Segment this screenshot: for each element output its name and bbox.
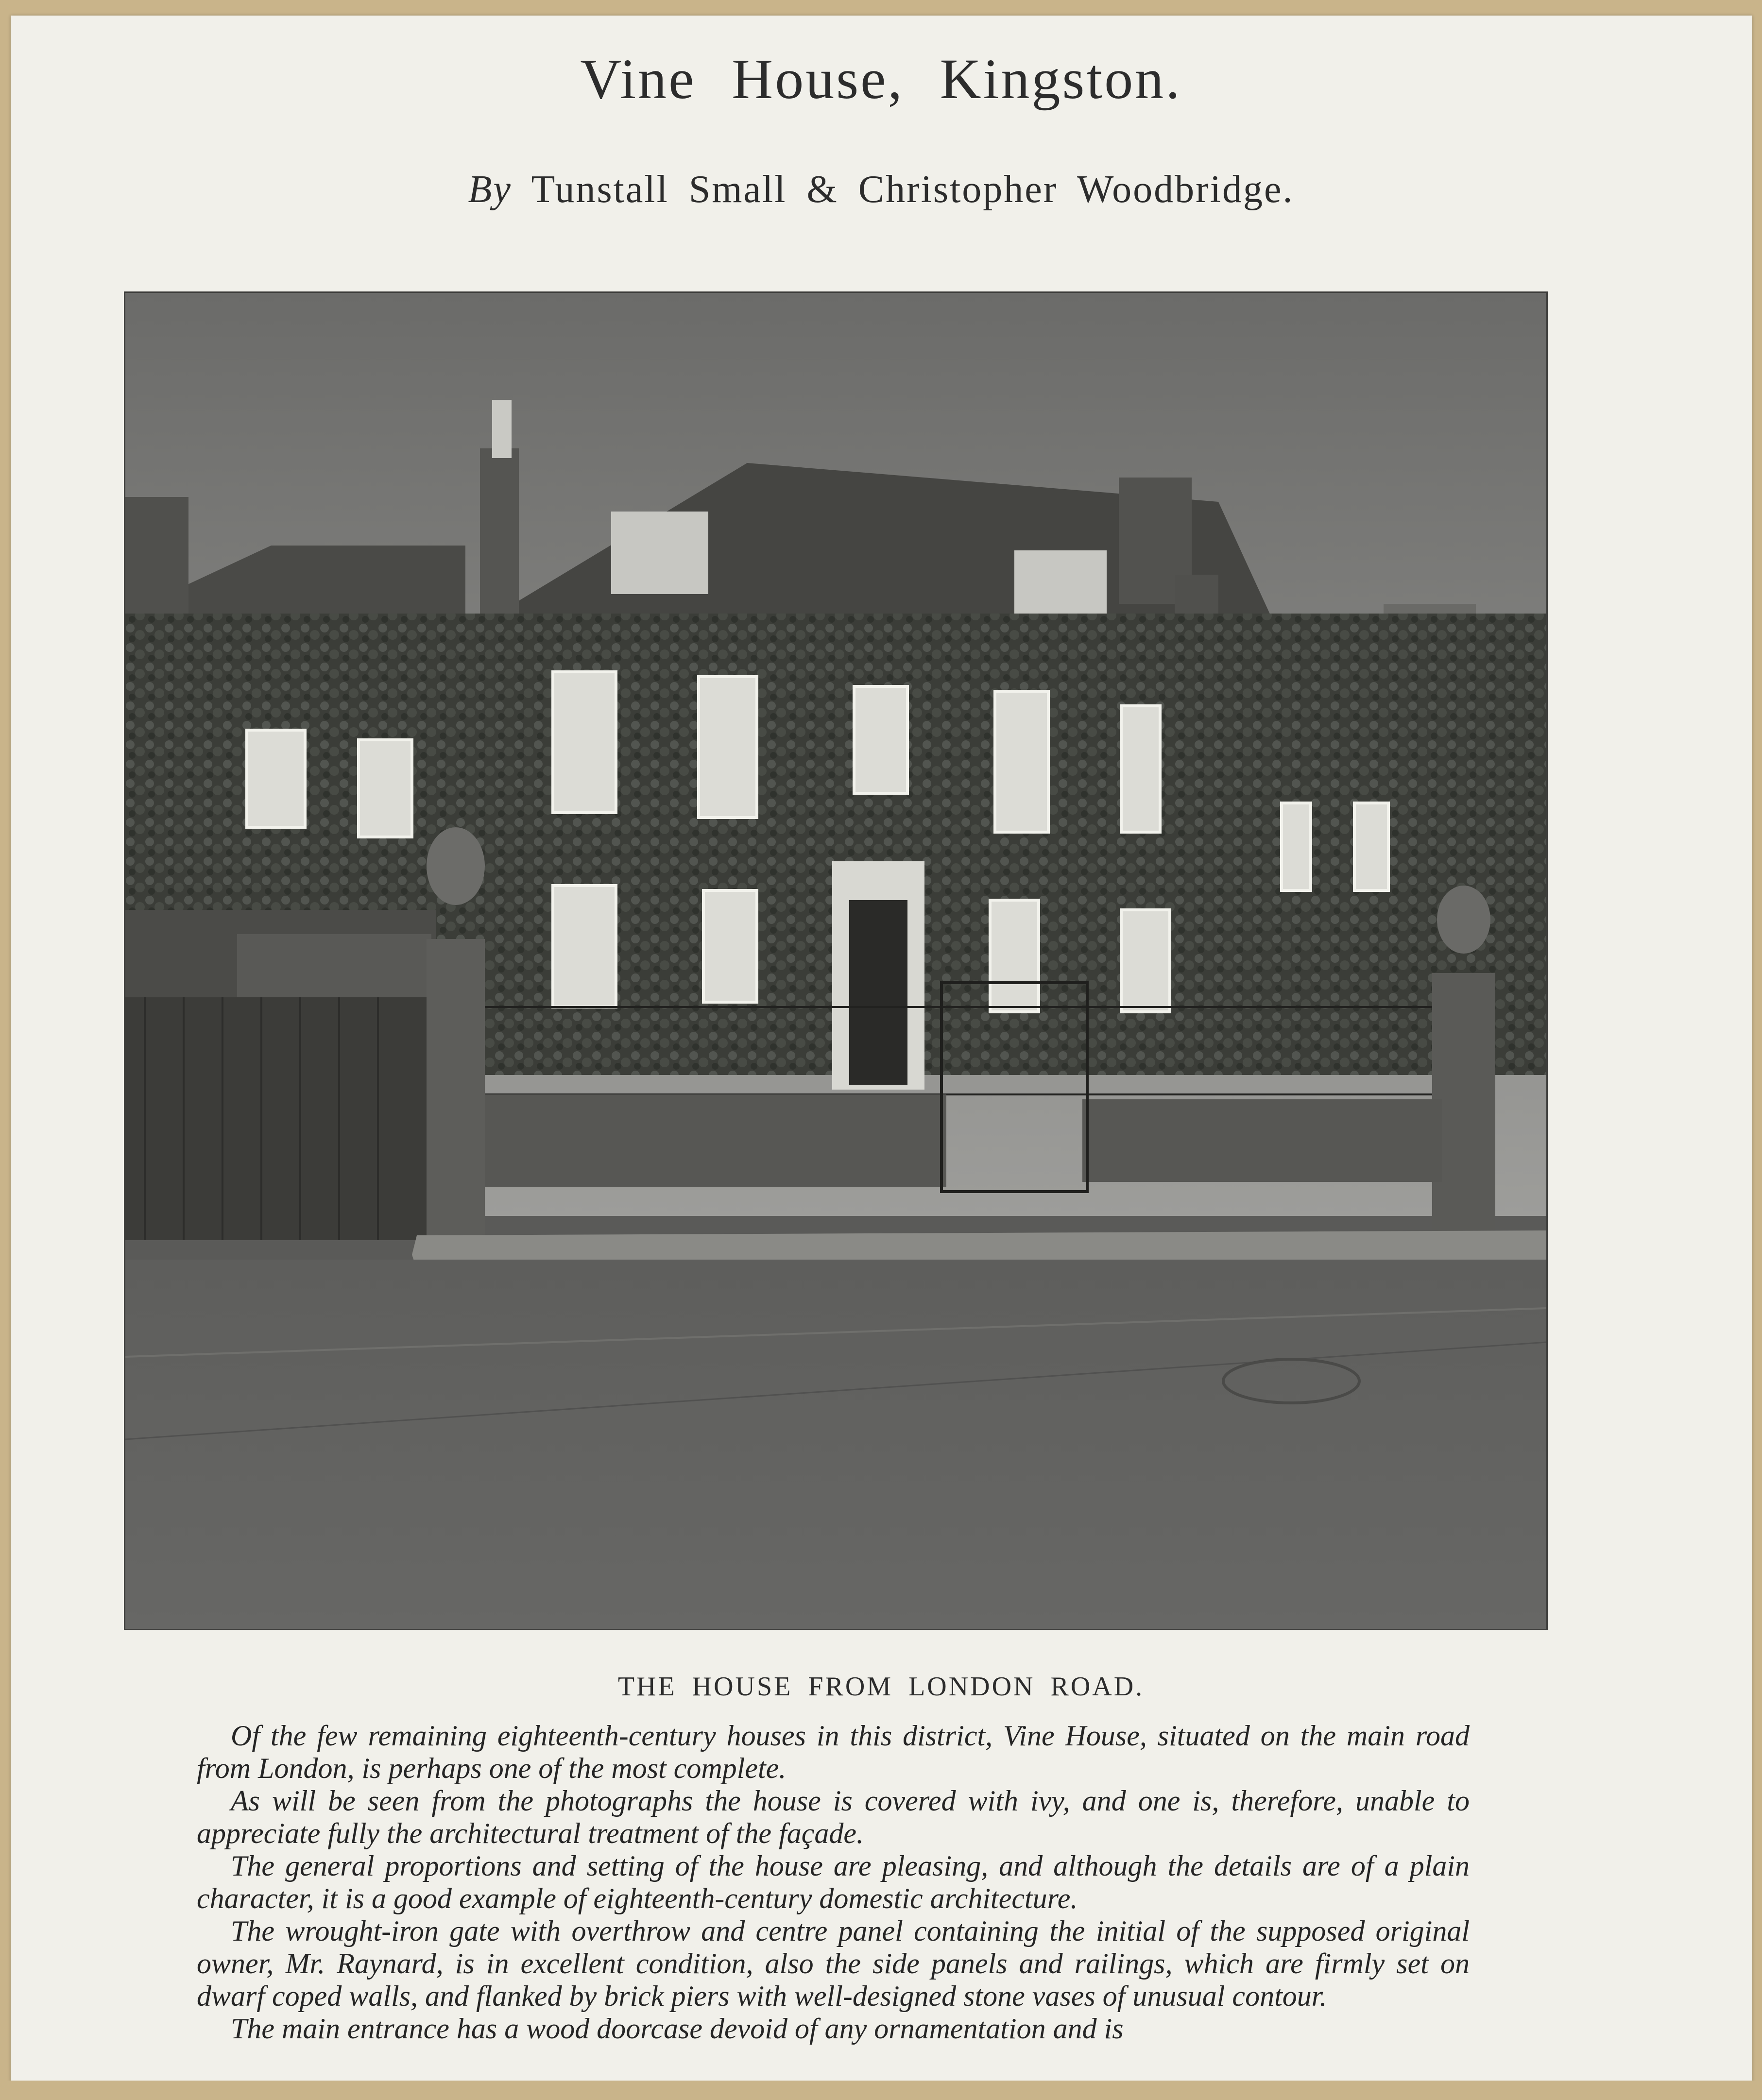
house-photograph <box>124 291 1548 1630</box>
article-title: Vine House, Kingston. <box>580 47 1182 111</box>
photo-caption: THE HOUSE FROM LONDON ROAD. <box>617 1672 1145 1702</box>
paragraph: The general proportions and setting of the house are pleasing, and although the details are of a plain character, it is a good example of eighteenth-century domestic architecture. <box>197 1850 1470 1914</box>
article-body <box>197 1720 1470 2045</box>
byline-prefix: By <box>468 168 512 211</box>
byline-authors: Tunstall Small & Christopher Woodbridge. <box>531 168 1294 211</box>
page-edge <box>0 2081 1762 2100</box>
paragraph: The wrought-iron gate with overthrow and centre panel containing the initial of the supposed original owner, Mr. Raynard, is in excellent condition, also the side panels and railings, which are firmly set on dwarf coped walls, and flanked by brick piers with well-designed stone vases of unusual contour. <box>197 1915 1470 2012</box>
paragraph: Of the few remaining eighteenth-century houses in this district, Vine House, situated on the main road from London, is perhaps one of the most complete. <box>197 1720 1470 1784</box>
paragraph: The main entrance has a wood doorcase devoid of any ornamentation and is <box>231 2013 1124 2045</box>
paragraph: As will be seen from the photographs the house is covered with ivy, and one is, therefore, unable to appreciate fully the architectural treatment of the façade. <box>197 1785 1470 1849</box>
article-byline <box>0 168 1762 212</box>
